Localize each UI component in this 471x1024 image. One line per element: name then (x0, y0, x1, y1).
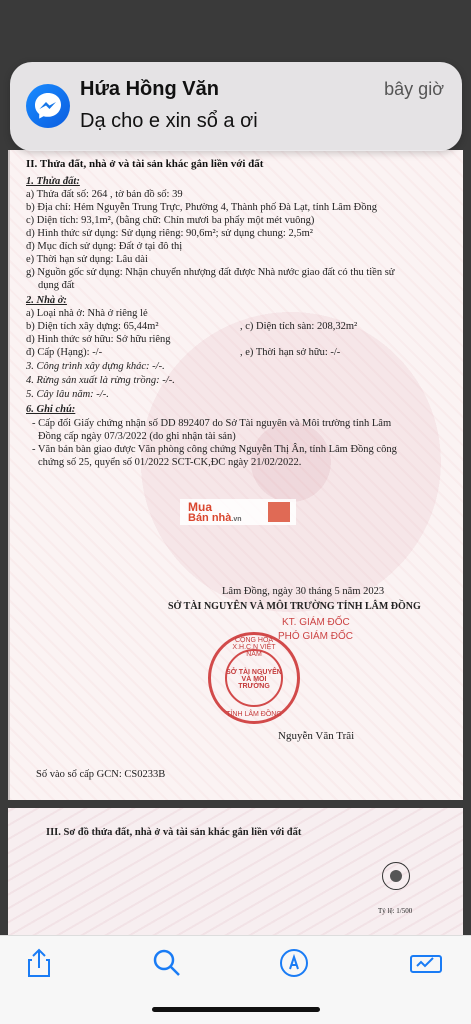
notification-sender: Hứa Hồng Văn (80, 78, 219, 100)
signer-name: Nguyễn Văn Trãi (278, 730, 355, 742)
deputy-director: PHÓ GIÁM ĐỐC (278, 631, 354, 642)
area-line: c) Diện tích: 93,1m², (bằng chữ: Chín mươi ba phẩy một mét vuông) (26, 215, 315, 226)
trees-line: 5. Cây lâu năm: -/-. (26, 389, 109, 400)
map-section-title: III. Sơ đồ thửa đất, nhà ở và tài sản khác gắn liền với đất (46, 827, 302, 838)
forest-line: 4. Rừng sản xuất là rừng trồng: -/-. (26, 375, 175, 386)
building-icon (268, 502, 290, 522)
seal-bottom-text: TỈNH LÂM ĐỒNG (226, 711, 282, 718)
notification-message: Dạ cho e xin sổ a ơi (80, 110, 258, 132)
note1-line-cont: Đồng cấp ngày 07/3/2022 (do ghi nhận tài sản) (38, 431, 236, 442)
more-icon[interactable] (408, 946, 442, 980)
house-heading: 2. Nhà ở: (26, 295, 67, 306)
seal-top-text: CỘNG HÒA X.H.C.N VIỆT NAM (232, 637, 276, 658)
watermark-line2: Bán nhà.vn (188, 512, 242, 524)
origin-line-cont: dụng đất (38, 280, 75, 291)
issue-date: Lâm Đồng, ngày 30 tháng 5 năm 2023 (222, 586, 385, 597)
note1-line: - Cấp đổi Giấy chứng nhận số DD 892407 do Sở Tài nguyên và Môi trường tỉnh Lâm (32, 418, 392, 429)
official-seal (208, 632, 300, 724)
home-indicator (152, 1007, 320, 1012)
other-construction-line: 3. Công trình xây dựng khác: -/-. (26, 361, 165, 372)
origin-line: g) Nguồn gốc sử dụng: Nhận chuyển nhượng đất được Nhà nước giao đất có thu tiền sử (26, 267, 395, 278)
message-notification[interactable] (10, 62, 462, 151)
use-form-line: d) Hình thức sử dụng: Sử dụng riêng: 90,6m²; sử dụng chung: 2,5m² (26, 228, 313, 239)
purpose-line: đ) Mục đích sử dụng: Đất ở tại đô thị (26, 241, 183, 252)
map-scale: Tỷ lệ: 1/500 (378, 907, 413, 915)
register-number: Số vào sổ cấp GCN: CS0233B (36, 769, 166, 780)
notification-time: bây giờ (384, 79, 444, 99)
seal-middle-text: SỞ TÀI NGUYÊN VÀ MÔI TRƯỜNG (226, 669, 282, 690)
floor-area-line: , c) Diện tích sàn: 208,32m² (240, 321, 358, 332)
watermark-line1: Mua (188, 500, 212, 514)
messenger-icon (26, 84, 70, 128)
term-line: e) Thời hạn sử dụng: Lâu dài (26, 254, 148, 265)
watermark-logo (180, 499, 296, 525)
land-heading: 1. Thửa đất: (26, 176, 80, 187)
note2-line: - Văn bản bàn giao được Văn phòng công chứng Nguyễn Thị Ân, tỉnh Lâm Đồng công (32, 444, 397, 455)
kt-director: KT. GIÁM ĐỐC (282, 617, 350, 628)
build-area-line: b) Diện tích xây dựng: 65,44m² (26, 321, 159, 332)
house-type-line: a) Loại nhà ở: Nhà ở riêng lẻ (26, 308, 148, 319)
address-line: b) Địa chỉ: Hẻm Nguyễn Trung Trực, Phường 4, Thành phố Đà Lạt, tỉnh Lâm Đồng (26, 202, 377, 213)
note2-line-cont: chứng số 25, quyển số 01/2022 SCT-CK,ĐC ngày 21/02/2022. (38, 457, 302, 468)
issuing-agency: SỞ TÀI NGUYÊN VÀ MÔI TRƯỜNG TỈNH LÂM ĐỒNG (168, 601, 421, 612)
section-title: II. Thửa đất, nhà ở và tài sản khác gắn liền với đất (26, 158, 264, 170)
notes-heading: 6. Ghi chú: (26, 404, 76, 415)
grade-line: đ) Cấp (Hạng): -/- (26, 347, 103, 358)
own-term-line: , e) Thời hạn sở hữu: -/- (240, 347, 341, 358)
compass-icon (382, 862, 410, 890)
parcel-line: a) Thửa đất số: 264 , tờ bản đồ số: 39 (26, 189, 183, 200)
share-icon[interactable] (22, 946, 56, 980)
search-icon[interactable] (150, 946, 184, 980)
markup-icon[interactable] (277, 946, 311, 980)
ownership-line: d) Hình thức sở hữu: Sở hữu riêng (26, 334, 171, 345)
